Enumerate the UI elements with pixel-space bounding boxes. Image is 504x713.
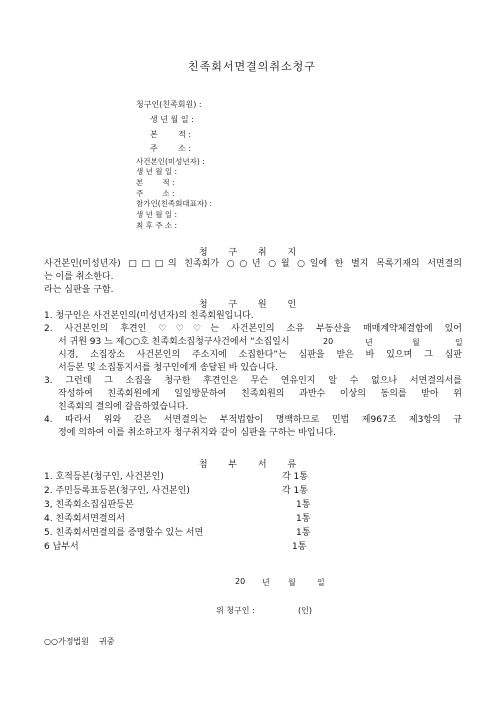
cause-item-3-line-3: 친족회의 결의에 갈음하였습니다.	[58, 402, 189, 412]
cause-item-2-year: 20	[323, 337, 334, 346]
purpose-line-3: 라는 심판을 구함.	[44, 285, 114, 295]
cause-item-4-line-2: 정에 의하여 이를 취소하고자 청구취지와 같이 심판을 구하는 바입니다.	[58, 428, 336, 438]
attachment-count: 각 1통	[282, 486, 308, 496]
cause-item-2-day-unit: 일	[455, 338, 463, 347]
cause-item-2-line-4: 서등본 및 소집통지서를 청구인에게 송달된 바 있습니다.	[58, 363, 278, 373]
cause-item-3-line-2: 작성하여 친족회원에게 일일방문하여 친족회원의 과반수 이상의 동의를 받아 위	[58, 389, 462, 399]
participant-birth-label: 생 년 월 일 :	[136, 210, 178, 219]
date-day-unit: 일	[317, 578, 325, 587]
claimant-birth-label: 생 년 월 일 :	[150, 115, 194, 124]
seal-mark: (인)	[298, 606, 312, 615]
cause-item-2-month-unit: 월	[412, 338, 420, 347]
cause-item-3-line-1: 3. 그런데 그 소집을 청구한 후견인은 무슨 연유인지 알 수 없으나 서면결의서를	[44, 376, 462, 386]
attachment-label: 5. 친족회서면결의를 증명할수 있는 서면	[44, 528, 204, 538]
cause-item-4-line-1: 4. 따라서 위와 같은 서면결의는 부적법함이 명백하므로 민법 제967조 제3항의 규	[44, 415, 462, 425]
signature-label: 위 청구인 :	[216, 606, 255, 615]
cause-item-1: 1. 청구인은 사건본인의(미성년자)의 친족회원입니다.	[44, 311, 254, 321]
date-month-unit: 월	[288, 578, 296, 587]
attachment-label: 1. 호적등본(청구인, 사건본인)	[44, 472, 164, 482]
attachment-label: 2. 주민등록표등본(청구인, 사건본인)	[44, 486, 190, 496]
attachment-count: 1통	[296, 500, 311, 510]
principal-address-label: 주 소 :	[136, 189, 175, 198]
cause-item-2-line-2: 서 귀원 93 느 제○○호 친족회소집청구사건에서 “소집일시	[58, 337, 290, 347]
attachment-count: 1통	[296, 514, 311, 524]
document-title: 친족회서면결의취소청구	[188, 60, 316, 73]
purpose-line-2: 는 이를 취소한다.	[44, 272, 114, 282]
participant-address-label: 최 후 주 소 :	[136, 221, 178, 230]
participant-heading: 참가인(친족회대표자) :	[136, 199, 212, 208]
attachments-heading: 첨 부 서 류	[198, 460, 306, 470]
attachment-label: 6 납부서	[44, 542, 79, 552]
cause-item-2-year-unit: 년	[365, 338, 373, 347]
claimant-domicile-label: 본 적 :	[150, 130, 192, 139]
principal-heading: 사건본인(미성년자) :	[136, 157, 205, 166]
cause-item-2-line-1: 2. 사건본인의 후견인 ♡♡♡는 사건본인의 소유 부동산을 매매계약체결함에 있어	[44, 324, 462, 334]
date-year: 20	[235, 577, 246, 586]
cause-item-2-line-3: 시경, 소집장소 사건본인의 주소지에 소집한다”는 심판을 받은 바 있으며 그 심판	[58, 350, 462, 360]
attachment-count: 각 1통	[282, 472, 308, 482]
attachment-count: 1통	[292, 542, 307, 552]
attachment-count: 1통	[296, 528, 311, 538]
principal-domicile-label: 본 적 :	[136, 178, 175, 187]
cause-heading: 청 구 원 인	[198, 300, 306, 310]
claimant-address-label: 주 소 :	[150, 144, 192, 153]
court-addressee: ○○가정법원 귀중	[44, 637, 115, 646]
principal-birth-label: 생 년 월 일 :	[136, 167, 178, 176]
date-year-unit: 년	[262, 578, 270, 587]
attachment-label: 3, 친족회소집심판등본	[44, 500, 134, 510]
purpose-line-1: 사건본인(미성년자) □□□의 친족회가 ○○년 ○월 ○일에 한 별지 목록기재의 서면결의	[44, 259, 462, 269]
attachment-label: 4. 친족회서면결의서	[44, 514, 126, 524]
claimant-heading: 청구인(친족회원) :	[136, 100, 202, 109]
purpose-heading: 청 구 취 지	[198, 248, 306, 258]
